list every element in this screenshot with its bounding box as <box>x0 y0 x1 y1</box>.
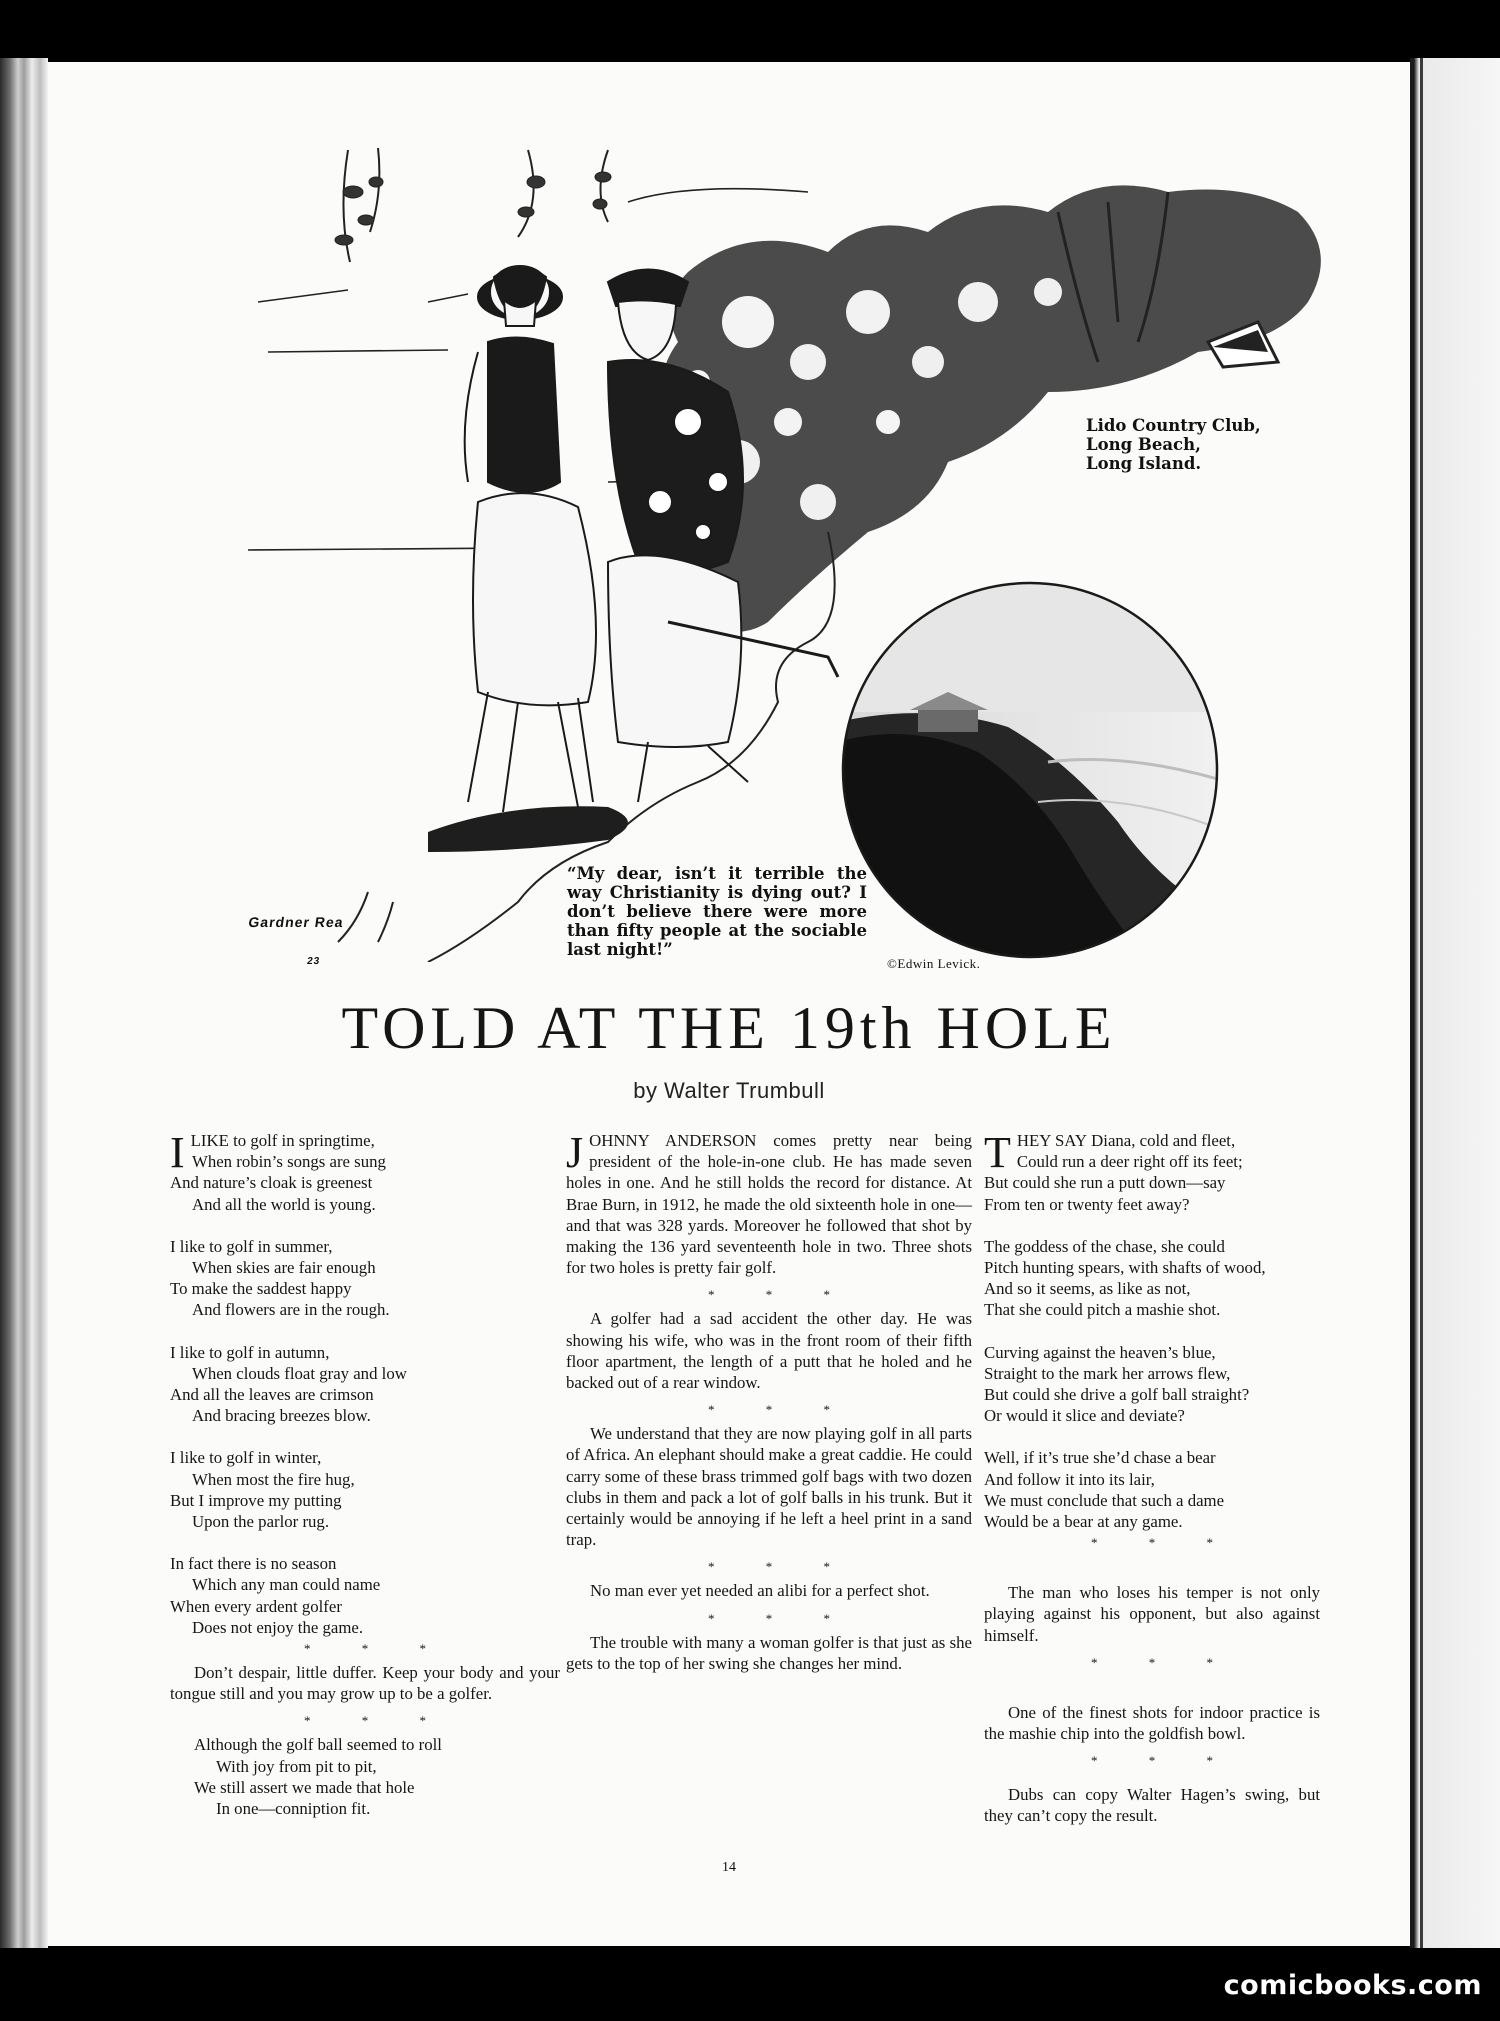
magazine-page <box>48 62 1410 1946</box>
paragraph: Dubs can copy Walter Hagen’s swing, but they can’t copy the result. <box>984 1785 1320 1826</box>
lead-rest: Diana, cold and fleet, <box>1086 1131 1236 1150</box>
poem-line: And so it seems, as like as not, <box>984 1279 1191 1299</box>
poem-line: When skies are fair enough <box>192 1258 376 1278</box>
artist-signature <box>242 914 344 967</box>
poem-line: The goddess of the chase, she could <box>984 1236 1225 1256</box>
paragraph: The trouble with many a woman golfer is that just as she gets to the top of her swing she changes her mind. <box>566 1632 972 1673</box>
section-separator: * * * <box>708 1559 854 1575</box>
poem-line: When robin’s songs are sung <box>192 1152 386 1172</box>
paragraph: The man who loses his temper is not only playing against his opponent, but also against himself. <box>984 1583 1320 1645</box>
section-separator: * * * <box>304 1641 450 1657</box>
poem-line: And nature’s cloak is greenest <box>170 1173 373 1193</box>
poem-stanza <box>984 1447 1320 1532</box>
lead-rest: to golf in springtime, <box>228 1131 375 1150</box>
paragraph: Don’t despair, little duffer. Keep your body and your tongue still and you may grow up to be a golfer. <box>170 1663 560 1704</box>
drop-cap: I <box>170 1128 185 1177</box>
poem-line: In one—conniption fit. <box>216 1799 371 1819</box>
poem-line: But I improve my putting <box>170 1490 342 1510</box>
tree-foliage <box>650 185 1321 632</box>
poem-line: Would be a bear at any game. <box>984 1512 1183 1532</box>
column-1 <box>170 1130 560 1840</box>
paragraph: One of the finest shots for indoor practice is the mashie chip into the goldfish bowl. <box>984 1702 1320 1744</box>
section-separator: * * * <box>708 1287 854 1303</box>
poem-line: We must conclude that such a dame <box>984 1490 1225 1510</box>
hanging-leaves-left <box>335 148 611 262</box>
poem-stanza <box>984 1130 1320 1215</box>
next-page-edge <box>1410 58 1500 1948</box>
poem-stanza <box>170 1553 560 1638</box>
site-watermark: comicbooks.com <box>1223 1970 1482 2001</box>
poem-line: Straight to the mark her arrows flew, <box>984 1363 1231 1383</box>
cartoon-quote: “My dear, isn’t it terrible the way Christianity is dying out? I don’t believe there were more than fifty people at the sociable last night!” <box>567 864 867 959</box>
poem-stanza <box>984 1236 1320 1321</box>
poem-line: From ten or twenty feet away? <box>984 1194 1190 1214</box>
page-gutter <box>1420 58 1423 1948</box>
section-separator: * * * <box>304 1713 450 1729</box>
section-separator: * * * <box>1091 1535 1237 1551</box>
lead-word: LIKE <box>190 1131 229 1150</box>
woman-left <box>465 266 596 812</box>
poem-line: I like to golf in winter, <box>170 1448 322 1468</box>
column-2 <box>566 1130 972 1682</box>
poem-stanza <box>170 1734 560 1819</box>
lead-word: HEY SAY <box>1016 1131 1087 1150</box>
poem-line: When most the fire hug, <box>192 1469 355 1489</box>
poem-line: We still assert we made that hole <box>194 1777 415 1797</box>
poem-line: I like to golf in autumn, <box>170 1342 330 1362</box>
paragraph: A golfer had a sad accident the other day. He was showing his wife, who was in the front room of their fifth floor apartment, the length of a putt that he holed and he backed out of a rear window. <box>566 1309 972 1393</box>
poem-line: That she could pitch a mashie shot. <box>984 1300 1221 1320</box>
paragraph: We understand that they are now playing golf in all parts of Africa. An elephant should make a great caddie. He could carry some of these brass trimmed golf bags with two dozen clubs in them and pack a lot of golf balls in his trunk. But it certainly would be annoying if he left a heel print in a sand trap. <box>566 1424 972 1550</box>
poem-stanza <box>170 1342 560 1427</box>
artist-name: Gardner Rea <box>247 914 345 930</box>
golf-illustration <box>48 62 1410 971</box>
section-separator: * * * <box>1091 1654 1237 1670</box>
book-binding <box>0 58 48 1948</box>
club-caption-line: Long Beach, <box>1086 435 1201 454</box>
poem-line: Well, if it’s true she’d chase a bear <box>984 1448 1216 1468</box>
illustration-drawing <box>48 62 1410 962</box>
poem-line: Or would it slice and deviate? <box>984 1406 1185 1426</box>
poem-line: Could run a deer right off its feet; <box>1016 1152 1243 1172</box>
poem-line: When every ardent golfer <box>170 1596 342 1616</box>
club-caption <box>1086 416 1261 473</box>
spacer <box>984 1556 1320 1582</box>
poem-line: Although the golf ball seemed to roll <box>194 1735 442 1755</box>
drop-cap: J <box>566 1128 584 1177</box>
poem-line: To make the saddest happy <box>170 1279 352 1299</box>
poem-line: Curving against the heaven’s blue, <box>984 1342 1216 1362</box>
poem-line: And all the leaves are crimson <box>170 1385 374 1405</box>
paragraph: No man ever yet needed an alibi for a perfect shot. <box>590 1581 930 1601</box>
poem-line: Pitch hunting spears, with shafts of wood, <box>984 1258 1266 1278</box>
column-3 <box>984 1130 1320 1835</box>
article-title: TOLD AT THE 19th HOLE <box>341 995 1117 1061</box>
photo-credit: ©Edwin Levick. <box>887 956 981 971</box>
poem-line: When clouds float gray and low <box>192 1363 407 1383</box>
section-separator: * * * <box>1091 1753 1237 1769</box>
poem-line: Which any man could name <box>192 1575 381 1595</box>
lead-name: OHNNY ANDERSON <box>589 1131 757 1150</box>
page-number: 14 <box>722 1860 736 1875</box>
poem-line: But could she drive a golf ball straight? <box>984 1385 1250 1405</box>
poem-line: But could she run a putt down—say <box>984 1173 1226 1193</box>
spacer <box>984 1774 1320 1784</box>
poem-stanza <box>170 1447 560 1532</box>
poem-stanza <box>170 1236 560 1321</box>
artist-year: 23 <box>306 956 321 967</box>
poem-line: Does not enjoy the game. <box>192 1617 364 1637</box>
poem-line: In fact there is no season <box>170 1554 337 1574</box>
poem-stanza <box>170 1130 560 1215</box>
poem-line: And follow it into its lair, <box>984 1469 1155 1489</box>
poem-line: I like to golf in summer, <box>170 1236 333 1256</box>
article-byline: by Walter Trumbull <box>633 1078 825 1103</box>
poem-line: And flowers are in the rough. <box>192 1300 390 1320</box>
poem-line: And all the world is young. <box>192 1194 376 1214</box>
poem-line: Upon the parlor rug. <box>192 1512 330 1532</box>
paragraph <box>566 1130 972 1278</box>
poem-line: And bracing breezes blow. <box>192 1406 371 1426</box>
club-caption-line: Lido Country Club, <box>1086 416 1261 435</box>
poem-line: With joy from pit to pit, <box>216 1756 377 1776</box>
club-caption-line: Long Island. <box>1086 454 1202 473</box>
poem-stanza <box>984 1342 1320 1427</box>
spacer <box>984 1676 1320 1702</box>
section-separator: * * * <box>708 1402 854 1418</box>
section-separator: * * * <box>708 1610 854 1626</box>
lead-rest: comes pretty near being president of the hole-in-one club. He has made seven holes in one. And he still holds the record for distance. At Brae Burn, in 1912, he made the old sixteenth hole in one—and that was 328 yards. Moreover he followed that shot by making the 136 yard seventeenth hole in two. Three shots for two holes is pretty fair golf. <box>566 1131 972 1278</box>
drop-cap: T <box>984 1128 1011 1177</box>
